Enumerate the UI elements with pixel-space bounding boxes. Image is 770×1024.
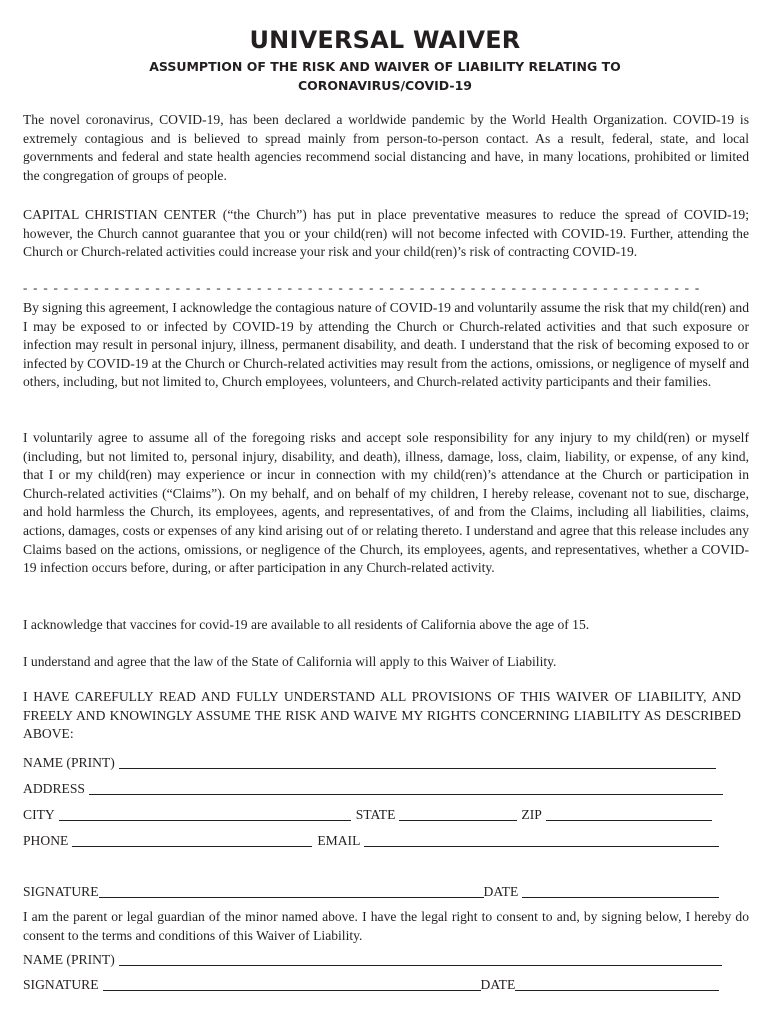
- guardian-name-label: NAME (PRINT): [23, 952, 115, 967]
- guardian-signature-label: SIGNATURE: [23, 977, 99, 992]
- phone-label: PHONE: [23, 833, 69, 848]
- signature-input[interactable]: [99, 883, 484, 898]
- guardian-signature-input[interactable]: [103, 976, 481, 991]
- city-state-zip-row: [23, 805, 712, 823]
- date-label: DATE: [483, 884, 519, 899]
- paragraph-guardian-consent: I am the parent or legal guardian of the minor named above. I have the legal right to consent to and, by signing below, I hereby do consent to the terms and conditions of this Waiver of Liability.: [23, 909, 749, 943]
- email-label: EMAIL: [317, 833, 361, 848]
- document-subtitle: [0, 57, 770, 95]
- document-title: UNIVERSAL WAIVER: [249, 26, 521, 54]
- signature-date-row: [23, 882, 719, 900]
- name-field-row: [23, 753, 716, 771]
- signature-label: SIGNATURE: [23, 884, 99, 899]
- address-label: ADDRESS: [23, 781, 85, 796]
- city-label: CITY: [23, 807, 55, 822]
- name-input[interactable]: [119, 754, 716, 769]
- guardian-name-input[interactable]: [119, 951, 722, 966]
- date-input[interactable]: [522, 883, 719, 898]
- state-input[interactable]: [399, 806, 517, 821]
- dashed-divider: - - - - - - - - - - - - - - - - - - - - - - - - - - - - - - - - - - - - - - - - - - - - - - - - - - - - - - - - - - - - - - - - - - -: [23, 280, 701, 295]
- phone-email-row: [23, 831, 719, 849]
- paragraph-release: I voluntarily agree to assume all of the foregoing risks and accept sole responsibility for any injury to my child(ren) or myself (including, but not limited to, personal injury, disability, and death), illness, damage, loss, claim, liability, or expense, of any kind, that I or my child(ren) may experience or incur in connection with my child(ren)’s attendance at the Church or participation in Church-related activities (“Claims”). On my behalf, and on behalf of my children, I hereby release, covenant not to sue, discharge, and hold harmless the Church, its employees, agents, and representatives, of and from the Claims, including all liabilities, claims, actions, damages, costs or expenses of any kind arising out of or relating thereto. I understand and agree that this release includes any Claims based on the actions, omissions, or negligence of the Church, its employees, agents, and representatives, whether a COVID-19 infection occurs before, during, or after participation in any Church-related activity.: [23, 430, 749, 576]
- address-input[interactable]: [89, 780, 723, 795]
- subtitle-line-1: ASSUMPTION OF THE RISK AND WAIVER OF LIABILITY RELATING TO: [149, 59, 621, 74]
- paragraph-church-measures: CAPITAL CHRISTIAN CENTER (“the Church”) has put in place preventative measures to reduce the spread of COVID-19; however, the Church cannot guarantee that you or your child(ren) will not become infected with COVID-19. Further, attending the Church or Church-related activities could increase your risk and your child(ren)’s risk of contracting COVID-19.: [23, 207, 749, 260]
- guardian-date-input[interactable]: [515, 976, 719, 991]
- guardian-name-row: [23, 950, 722, 968]
- zip-label: ZIP: [521, 807, 542, 822]
- paragraph-acknowledge-risk: By signing this agreement, I acknowledge the contagious nature of COVID-19 and voluntarily assume the risk that my child(ren) and I may be exposed to or infected by COVID-19 by attending the Church or Church-related activities and that such exposure or infection may result in personal injury, illness, permanent disability, and death. I understand that the risk of becoming exposed to or infected by COVID-19 at the Church or Church-related activities may result from the actions, omissions, or negligence of myself and others, including, but not limited to, Church employees, volunteers, and Church-related activity participants and their families.: [23, 300, 749, 390]
- subtitle-line-2: CORONAVIRUS/COVID-19: [298, 78, 472, 93]
- city-input[interactable]: [59, 806, 351, 821]
- guardian-date-label: DATE: [480, 977, 516, 992]
- paragraph-pandemic: The novel coronavirus, COVID-19, has been declared a worldwide pandemic by the World Health Organization. COVID-19 is extremely contagious and is believed to spread mainly from person-to-person contact. As a result, federal, state, and local governments and federal and state health agencies recommend social distancing and have, in many locations, prohibited or limited the congregation of groups of people.: [23, 112, 749, 183]
- phone-input[interactable]: [72, 832, 312, 847]
- state-label: STATE: [355, 807, 396, 822]
- paragraph-acknowledgement: I HAVE CAREFULLY READ AND FULLY UNDERSTAND ALL PROVISIONS OF THIS WAIVER OF LIABILITY, AND FREELY AND KNOWINGLY ASSUME THE RISK AND WAIVE MY RIGHTS CONCERNING LIABILITY AS DESCRIBED ABOVE:: [23, 689, 741, 742]
- paragraph-vaccines: I acknowledge that vaccines for covid-19 are available to all residents of California above the age of 15.: [23, 617, 590, 632]
- address-field-row: [23, 779, 723, 797]
- guardian-signature-date-row: [23, 975, 719, 993]
- email-input[interactable]: [364, 832, 719, 847]
- name-label: NAME (PRINT): [23, 755, 115, 770]
- paragraph-governing-law: I understand and agree that the law of the State of California will apply to this Waiver of Liability.: [23, 654, 557, 669]
- zip-input[interactable]: [546, 806, 712, 821]
